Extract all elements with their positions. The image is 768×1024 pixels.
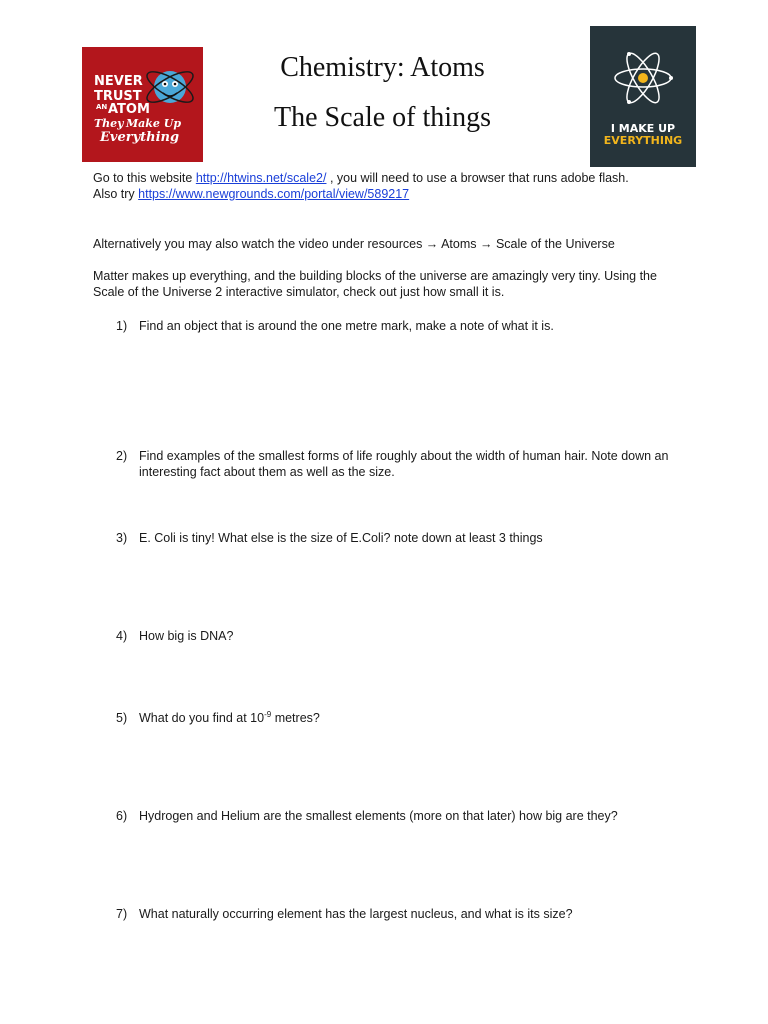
poster-left-line-2: TRUST <box>94 89 142 104</box>
intro-paragraph <box>93 170 673 202</box>
title-block <box>230 48 535 138</box>
never-trust-an-atom-poster <box>82 47 203 162</box>
page-subtitle: The Scale of things <box>274 102 491 133</box>
question-number: 4) <box>116 629 128 643</box>
question-text: E. Coli is tiny! What else is the size of E.Coli? note down at least 3 things <box>139 531 543 545</box>
intro-line2-prefix: Also try <box>93 187 139 201</box>
question-text: Hydrogen and Helium are the smallest elements (more on that later) how big are they? <box>139 809 618 823</box>
question-text: Find examples of the smallest forms of life roughly about the width of human hair. Note down an interesting fact about them as well as the size. <box>139 449 669 479</box>
question-number: 2) <box>116 449 128 463</box>
question-number: 5) <box>116 711 128 725</box>
matter-paragraph: Matter makes up everything, and the building blocks of the universe are amazingly very tiny. Using the Scale of the Universe 2 interactive simulator, check out just how small it is. <box>93 269 657 299</box>
intro-line1-suffix: , you will need to use a browser that runs adobe flash. <box>326 171 629 185</box>
poster-right-graphic <box>590 26 696 167</box>
poster-left-line-1: NEVER <box>94 74 143 89</box>
poster-right-line-2: EVERYTHING <box>603 134 683 147</box>
scale2-link[interactable]: http://htwins.net/scale2/ <box>195 171 327 185</box>
poster-left-line-6: Make Up <box>126 117 182 130</box>
question-number: 3) <box>116 531 128 545</box>
i-make-up-everything-poster <box>590 26 696 167</box>
question-5-text-after: metres? <box>271 711 320 725</box>
question-number: 1) <box>116 319 128 333</box>
question-number: 7) <box>116 907 128 921</box>
question-text: What naturally occurring element has the largest nucleus, and what is its size? <box>139 907 573 921</box>
question-number: 6) <box>116 809 128 823</box>
poster-left-line-7: Everything <box>100 130 180 145</box>
poster-left-line-4: ATOM <box>108 102 150 117</box>
cartoon-atom-icon <box>154 71 186 103</box>
question-text: How big is DNA? <box>139 629 234 643</box>
intro-line1-prefix: Go to this website <box>93 171 196 185</box>
alternative-text: Alternatively you may also watch the video under resources → Atoms → Scale of the Universe <box>93 237 615 251</box>
question-5-exponent: -9 <box>264 709 272 719</box>
question-text: Find an object that is around the one metre mark, make a note of what it is. <box>139 319 554 333</box>
poster-right-line-1: I MAKE UP <box>610 122 676 135</box>
question-5-text-before: What do you find at 10 <box>139 711 265 725</box>
poster-left-graphic <box>82 47 203 162</box>
newgrounds-link[interactable]: https://www.newgrounds.com/portal/view/589217 <box>138 187 410 201</box>
poster-left-line-3: AN <box>96 103 108 111</box>
poster-left-line-5: They <box>94 117 124 130</box>
question-text <box>139 710 669 726</box>
page-title: Chemistry: Atoms <box>280 52 485 83</box>
